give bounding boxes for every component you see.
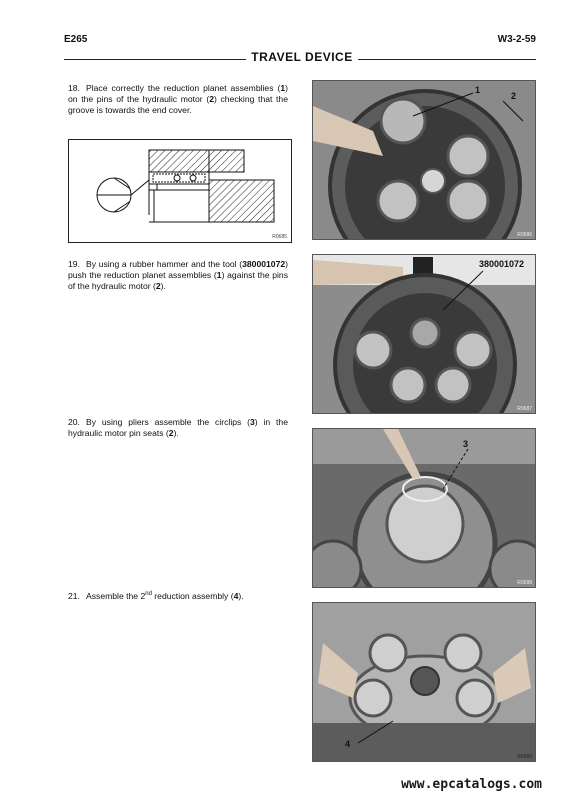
step-text: ). [160, 281, 166, 291]
step-20 [68, 417, 288, 439]
callout-3: 3 [463, 439, 469, 449]
page-number: W3-2-59 [497, 34, 536, 45]
step-21 [68, 589, 288, 602]
callout-2: 2 [511, 91, 517, 101]
photo-rubber-hammer-tool [312, 254, 536, 414]
step-text: nd [145, 591, 152, 597]
step-text: ). [173, 428, 179, 438]
photo-planet-assemblies [312, 80, 536, 240]
step-ref: 4 [233, 590, 239, 601]
photo4-figure-id: R0689 [517, 754, 532, 760]
step-text: ) on the pins of the hydraulic motor ( [68, 83, 288, 104]
step-text: ) in the hydraulic motor pin seats ( [68, 417, 288, 438]
callout-tool-380001072: 380001072 [479, 259, 525, 269]
photo-circlips-assembly-image [313, 429, 535, 587]
photo2-figure-id: R0687 [517, 406, 532, 412]
step-ref: 380001072 [242, 259, 286, 269]
diagram-figure-id: R0685 [272, 234, 287, 240]
step-text: By using pliers assemble the circlips ( [86, 417, 251, 427]
step-text: ) push the reduction planet assemblies ( [68, 259, 288, 280]
groove-diagram-drawing [69, 140, 291, 242]
step-19 [68, 259, 288, 292]
step-ref: 1 [216, 270, 222, 280]
photo-planet-assemblies-image [313, 81, 535, 239]
step-text: ) against the pins of the hydraulic motor ( [68, 270, 288, 291]
step-text: reduction assembly ( [151, 590, 234, 601]
photo3-figure-id: R0688 [517, 580, 532, 586]
step-number: 19. [68, 259, 80, 269]
photo-2nd-reduction-assembly-image [313, 603, 535, 761]
step-ref: 2 [209, 94, 214, 104]
step-ref: 2 [155, 281, 161, 291]
step-ref: 3 [250, 417, 255, 427]
photo-rubber-hammer-tool-image [313, 255, 535, 413]
step-number: 20. [68, 417, 80, 427]
callout-4: 4 [345, 739, 351, 749]
watermark-url: www.epcatalogs.com [401, 777, 542, 792]
step-text: By using a rubber hammer and the tool ( [86, 259, 243, 269]
callout-1: 1 [475, 85, 481, 95]
photo1-figure-id: R0686 [517, 232, 532, 238]
step-text: ) checking that the groove is towards the end cover. [68, 94, 288, 115]
step-number: 18. [68, 83, 80, 93]
step-ref: 2 [168, 428, 174, 438]
photo-circlips-assembly [312, 428, 536, 588]
manual-model-code: E265 [64, 34, 88, 45]
step-18 [68, 83, 288, 116]
step-number: 21. [68, 590, 80, 601]
groove-diagram [68, 139, 292, 243]
step-ref: 1 [280, 83, 286, 93]
photo-2nd-reduction-assembly [312, 602, 536, 762]
step-text: Place correctly the reduction planet assemblies ( [86, 83, 281, 93]
step-text: Assemble the 2 [86, 590, 146, 601]
step-text: ). [238, 590, 244, 601]
section-title: TRAVEL DEVICE [246, 50, 358, 64]
